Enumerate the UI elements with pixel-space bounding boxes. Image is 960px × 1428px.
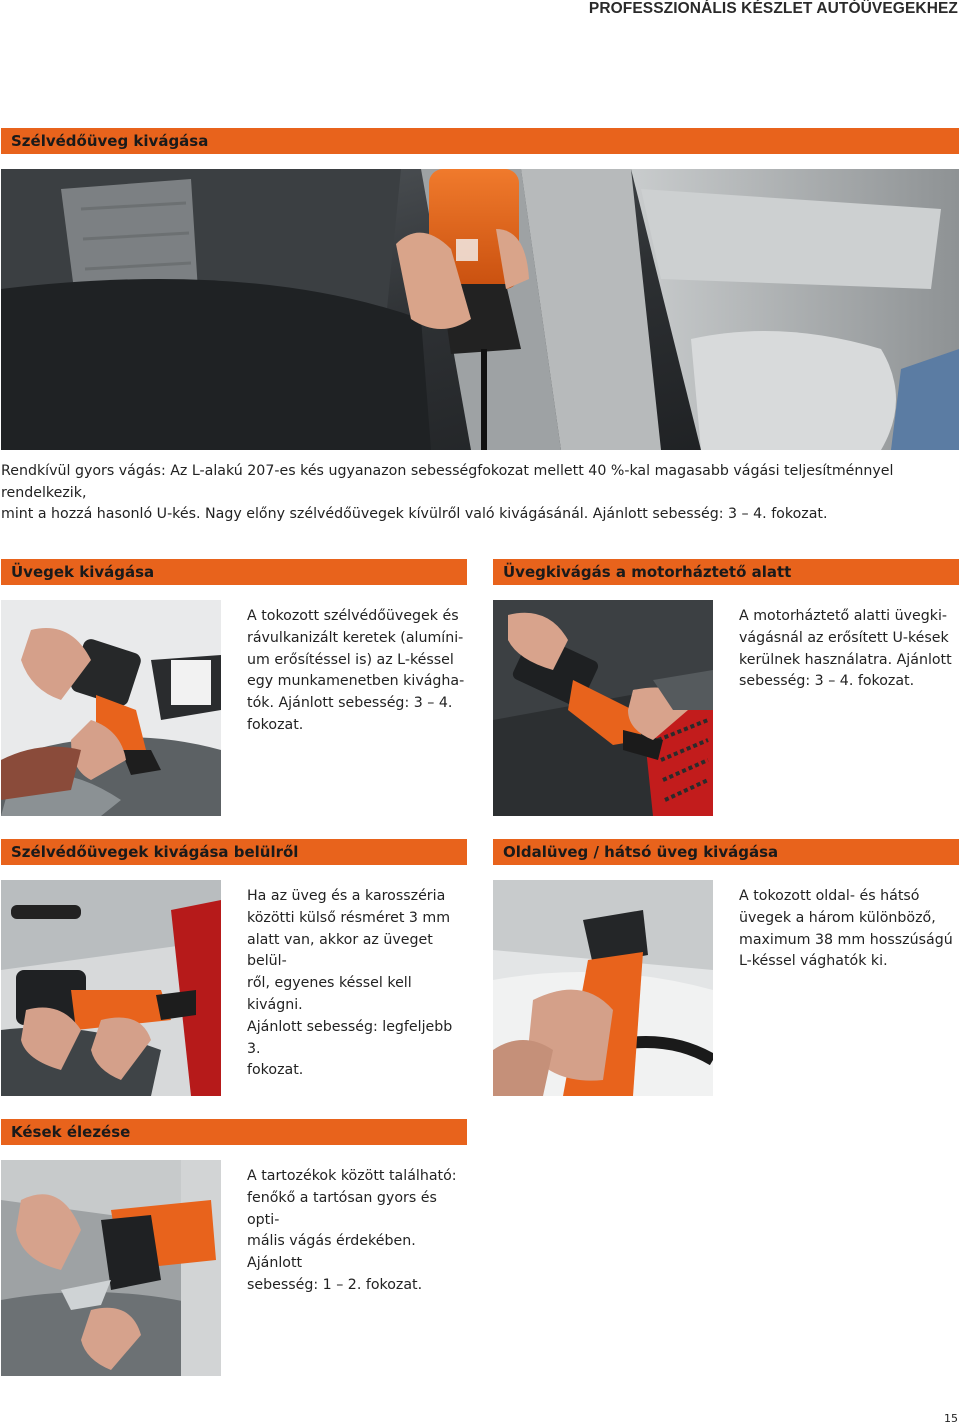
photo-glass-cutting (1, 600, 221, 816)
section-heading-side-rear-glass: Oldalüveg / hátsó üveg kivágása (493, 839, 959, 865)
text-line: A motorháztető alatti üvegki- (739, 608, 948, 624)
hero-description (1, 461, 959, 526)
text-line: Ha az üveg és a karosszéria (247, 888, 446, 904)
hero-text-line-2: mint a hozzá hasonló U-kés. Nagy előny szélvédőüvegek kívülről való kivágásánál. Ajánlott sebesség: 3 – 4. fokozat. (1, 506, 828, 522)
text-inside-cutting (247, 886, 467, 1082)
section-heading-blade-sharpening: Kések élezése (1, 1119, 467, 1145)
text-line: fokozat. (247, 1062, 304, 1079)
page-header-title: PROFESSZIONÁLIS KÉSZLET AUTÓÜVEGEKHEZ (588, 0, 958, 17)
photo-blade-sharpening (1, 1160, 221, 1376)
text-line: fenőkő a tartósan gyors és opti- (247, 1189, 437, 1228)
photo-inside-cutting (1, 880, 221, 1096)
text-line: kerülnek használatra. Ajánlott (739, 651, 952, 668)
text-line: maximum 38 mm hosszúságú (739, 931, 953, 948)
hero-photo (1, 169, 959, 450)
photo-under-hood (493, 600, 713, 816)
text-line: sebesség: 3 – 4. fokozat. (739, 673, 915, 690)
section-heading-glass-cutting: Üvegek kivágása (1, 559, 467, 585)
text-line: A tokozott oldal- és hátsó (739, 888, 920, 904)
text-line: mális vágás érdekében. Ajánlott (247, 1233, 416, 1272)
page-number: 15 (944, 1412, 958, 1425)
text-line: közötti külső résméret 3 mm (247, 909, 451, 926)
text-line: A tartozékok között található: (247, 1168, 457, 1184)
text-glass-cutting (247, 606, 467, 737)
text-under-hood (739, 606, 959, 693)
text-blade-sharpening (247, 1166, 467, 1297)
text-line: alatt van, akkor az üveget belül- (247, 931, 433, 970)
text-line: L-késsel vághatók ki. (739, 953, 888, 970)
text-line: üvegek a három különböző, (739, 909, 936, 926)
text-line: fokozat. (247, 716, 304, 733)
text-line: A tokozott szélvédőüvegek és (247, 608, 459, 624)
text-line: rávulkanizált keretek (alumíni- (247, 629, 464, 646)
hero-text-line-1: Rendkívül gyors vágás: Az L-alakú 207-es kés ugyanazon sebességfokozat mellett 40 %-kal magasabb vágási teljesítménnyel rendelkezik, (1, 463, 894, 501)
text-line: tók. Ajánlott sebesség: 3 – 4. (247, 695, 453, 712)
text-line: sebesség: 1 – 2. fokozat. (247, 1276, 423, 1293)
text-line: um erősítéssel is) az L-késsel (247, 651, 454, 668)
section-heading-inside-cutting: Szélvédőüvegek kivágása belülről (1, 839, 467, 865)
text-side-rear-glass (739, 886, 959, 973)
section-heading-windshield: Szélvédőüveg kivágása (1, 128, 959, 154)
photo-side-rear-glass (493, 880, 713, 1096)
text-line: Ajánlott sebesség: legfeljebb 3. (247, 1018, 453, 1057)
text-line: vágásnál az erősített U-kések (739, 629, 949, 646)
section-heading-under-hood: Üvegkivágás a motorháztető alatt (493, 559, 959, 585)
text-line: ről, egyenes késsel kell kivágni. (247, 975, 412, 1013)
text-line: egy munkamenetben kivágha- (247, 673, 465, 690)
